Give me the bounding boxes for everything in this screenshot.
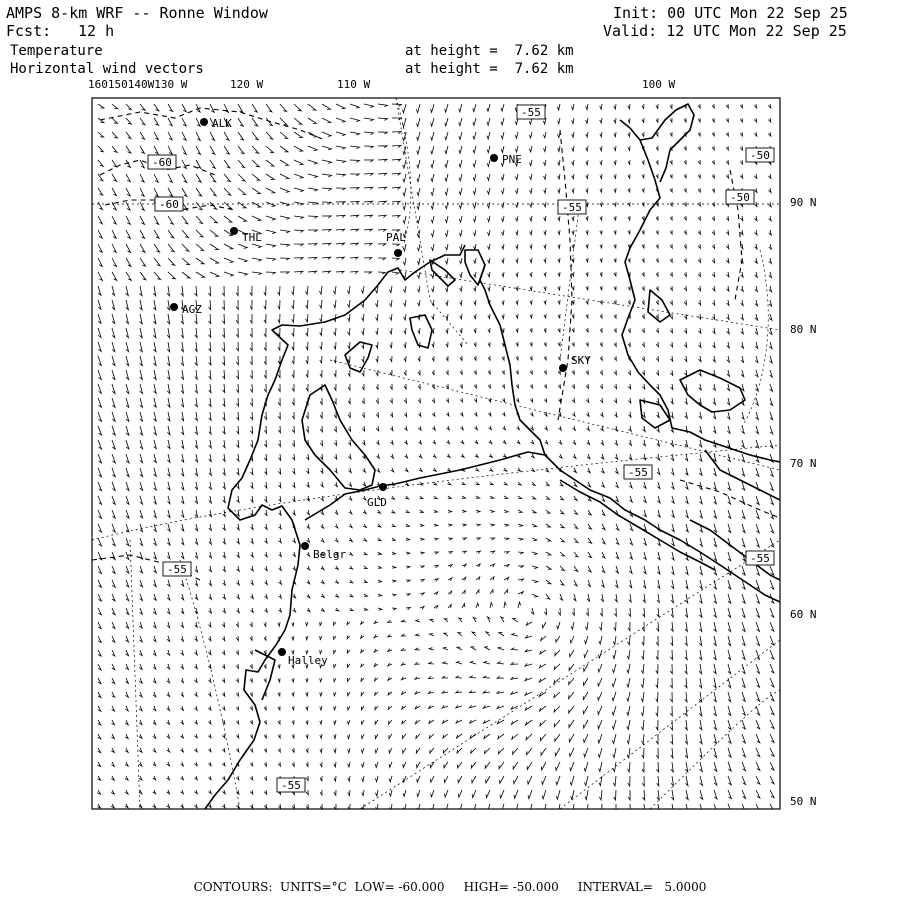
meridian-11 [180,560,240,809]
contour-label-8 [746,551,774,565]
svg-text:Belgr: Belgr [313,548,347,561]
svg-text:THL: THL [242,231,262,244]
svg-text:PNE: PNE [502,153,522,166]
lon-label-110w: 110 W [337,78,371,91]
inlet-2 [465,250,485,285]
station-alk [200,117,232,130]
svg-text:-55: -55 [562,201,582,214]
peninsula-islands-1 [648,290,670,322]
height-temperature: at height = 7.62 km [405,43,574,59]
contour-info: CONTOURS: UNITS=°C LOW= -60.000 HIGH= -50.000 INTERVAL= 5.0000 [193,880,707,894]
svg-text:-55: -55 [167,563,187,576]
valid-time: Valid: 12 UTC Mon 22 Sep 25 [603,22,847,40]
contour-label-10 [277,778,305,792]
forecast-hour: 12 h [78,22,115,40]
lat-label-60n: 60 N [790,608,817,621]
wind-vector-field [97,104,774,814]
svg-text:SKY: SKY [571,354,591,367]
coastline-inner [305,452,545,520]
field-temperature: Temperature [10,43,103,59]
shelf-front-east [545,455,780,602]
svg-text:-55: -55 [750,552,770,565]
peninsula-north [620,120,780,462]
field-wind: Horizontal wind vectors [10,61,204,77]
contour-labels [148,105,774,792]
contour-label-4 [746,148,774,162]
svg-text:PAL: PAL [386,231,406,244]
dashed-boundaries [92,108,780,580]
svg-text:GLD: GLD [367,496,387,509]
dashed-6 [680,480,780,518]
lat-label-90n: 90 N [790,196,817,209]
meridian-9 [650,690,780,809]
dashed-5 [730,170,742,300]
svg-text:-55: -55 [281,779,301,792]
coastlines [205,104,780,809]
meridian-7 [560,640,780,809]
contour-label-9 [163,562,191,576]
map-frame [92,98,780,809]
svg-text:-50: -50 [750,149,770,162]
shelf-front-east-2 [560,480,715,570]
small-island-1 [345,342,372,372]
station-thl [230,227,262,244]
contour-label-6 [558,200,586,214]
contour-label-7 [624,465,652,479]
contour-label-3 [155,197,183,211]
sea-ice-edge-2 [690,520,780,580]
lat-label-50n: 50 N [790,795,817,808]
halley-coast [255,650,275,700]
meridian-3 [400,270,780,330]
svg-text:AGZ: AGZ [182,303,202,316]
lat-label-70n: 70 N [790,457,817,470]
graticule [92,98,780,809]
svg-text:-55: -55 [628,466,648,479]
lon-label-100w: 100 W [642,78,676,91]
lat-label-80n: 80 N [790,323,817,336]
station-pne [490,153,522,166]
meridian-12 [560,200,580,360]
meridian-4 [330,360,780,470]
small-island-2 [410,315,432,348]
contour-label-5 [726,190,754,204]
map-title: AMPS 8-km WRF -- Ronne Window [6,4,268,22]
forecast-label: Fcst: [6,22,52,40]
meridian-10 [130,540,140,809]
station-sky [559,354,591,372]
station-belgr [301,542,346,561]
svg-text:-60: -60 [152,156,172,169]
wind-vectors [97,104,774,814]
peninsula-islands-2 [680,370,745,412]
lon-label-160w: 160150140W130 W [88,78,188,91]
contour-label-2 [148,155,176,169]
station-agz [170,303,202,316]
svg-text:Halley: Halley [288,654,328,667]
init-time: Init: 00 UTC Mon 22 Sep 25 [613,4,848,22]
station-halley [278,648,328,667]
map-area [92,98,780,814]
peninsula-fjords [640,104,694,182]
height-wind: at height = 7.62 km [405,61,574,77]
svg-text:-60: -60 [159,198,179,211]
contour-label-1 [517,105,545,119]
svg-text:-55: -55 [521,106,541,119]
meridian-8 [740,250,768,430]
stations [170,117,591,667]
svg-text:ALK: ALK [212,117,232,130]
lon-label-120w: 120 W [230,78,264,91]
svg-text:-50: -50 [730,191,750,204]
